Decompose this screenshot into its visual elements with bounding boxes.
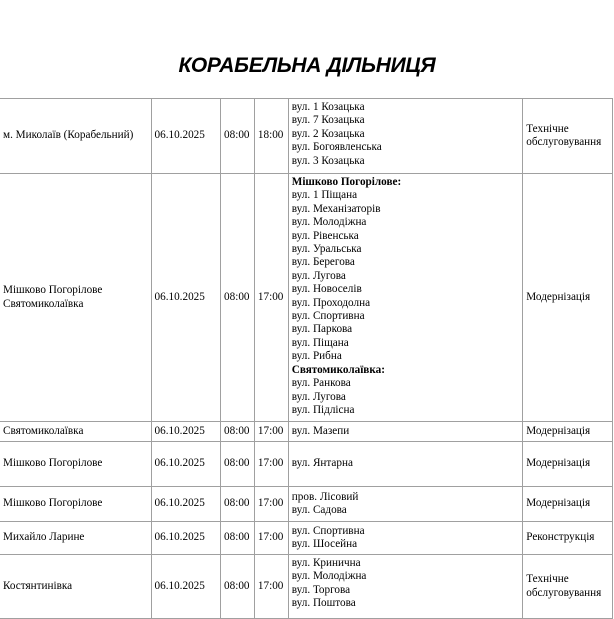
street-group-header: Мішково Погорілове: [291,176,402,188]
date-cell: 06.10.2025 [151,99,221,174]
end-time-cell: 17:00 [254,522,288,555]
street-item: вул. Лугова [291,269,346,282]
date-cell: 06.10.2025 [151,555,221,619]
end-time-cell: 17:00 [254,555,288,619]
date-cell: 06.10.2025 [151,442,221,487]
start-time-cell: 08:00 [221,555,255,619]
streets-cell [288,99,522,174]
outage-schedule-table [0,98,613,619]
end-time-cell: 17:00 [254,442,288,487]
street-item: вул. Паркова [291,323,353,336]
street-group-header: Святомиколаївка: [291,363,385,376]
table-row [0,487,613,522]
start-time-cell: 08:00 [221,174,255,422]
street-item: вул. Торгова [291,583,351,596]
date-cell: 06.10.2025 [151,522,221,555]
street-item: вул. Мазепи [291,424,350,437]
street-item: вул. 3 Козацька [291,154,365,167]
place-cell: Мішково Погорілове Святомиколаївка [0,174,151,422]
end-time-cell: 17:00 [254,422,288,442]
street-item: вул. Проходолна [291,296,371,309]
street-item: вул. 7 Козацька [291,114,365,127]
street-item: вул. Садова [291,504,347,516]
street-item: вул. Спортивна [291,310,365,323]
page-title: КОРАБЕЛЬНА ДІЛЬНИЦЯ [178,54,436,77]
table-row [0,522,613,555]
work-type-cell: Модернізація [523,422,613,442]
street-item: вул. Лугова [291,390,346,403]
work-type-cell: Технічне обслуговування [523,555,613,619]
streets-cell [288,522,522,555]
street-item: вул. Механізаторів [291,202,381,215]
street-item: вул. Берегова [291,256,355,269]
street-item: вул. 1 Піщана [291,189,358,202]
street-item: вул. Спортивна [291,524,365,537]
end-time-cell: 17:00 [254,174,288,422]
table-row [0,442,613,487]
work-type-cell: Модернізація [523,174,613,422]
table-row [0,99,613,174]
table-row [0,174,613,422]
start-time-cell: 08:00 [221,99,255,174]
place-cell: Михайло Ларине [0,522,151,555]
street-item: вул. Шосейна [291,538,358,550]
table-row [0,422,613,442]
street-item: вул. Янтарна [291,457,353,470]
street-item: вул. Уральська [291,243,362,256]
street-item: вул. Молодіжна [291,570,367,583]
place-cell: м. Миколаїв (Корабельний) [0,99,151,174]
street-item: вул. Кринична [291,557,361,569]
start-time-cell: 08:00 [221,487,255,522]
start-time-cell: 08:00 [221,442,255,487]
place-cell: Святомиколаївка [0,422,151,442]
street-item: вул. 1 Козацька [291,101,365,113]
streets-cell [288,487,522,522]
street-item: вул. Молодіжна [291,216,367,229]
street-item: вул. Поштова [291,597,356,610]
street-item: вул. Рибна [291,350,342,363]
date-cell: 06.10.2025 [151,422,221,442]
streets-cell [288,442,522,487]
date-cell: 06.10.2025 [151,487,221,522]
work-type-cell: Реконструкція [523,522,613,555]
street-item: вул. Піщана [291,336,349,349]
end-time-cell: 17:00 [254,487,288,522]
street-item: вул. 2 Козацька [291,127,365,140]
table-row [0,555,613,619]
streets-cell [288,174,522,422]
street-item: вул. Рівенська [291,229,359,242]
end-time-cell: 18:00 [254,99,288,174]
street-item: вул. Богоявленська [291,141,382,154]
streets-cell [288,422,522,442]
street-item: пров. Лісовий [291,490,359,503]
work-type-cell: Технічне обслуговування [523,99,613,174]
place-cell: Мішково Погорілове [0,442,151,487]
street-item: вул. Новоселів [291,283,362,296]
place-cell: Костянтинівка [0,555,151,619]
place-cell: Мішково Погорілове [0,487,151,522]
start-time-cell: 08:00 [221,522,255,555]
date-cell: 06.10.2025 [151,174,221,422]
streets-cell [288,555,522,619]
work-type-cell: Модернізація [523,487,613,522]
work-type-cell: Модернізація [523,442,613,487]
street-item: вул. Ранкова [291,377,351,390]
start-time-cell: 08:00 [221,422,255,442]
street-item: вул. Підлісна [291,403,355,416]
